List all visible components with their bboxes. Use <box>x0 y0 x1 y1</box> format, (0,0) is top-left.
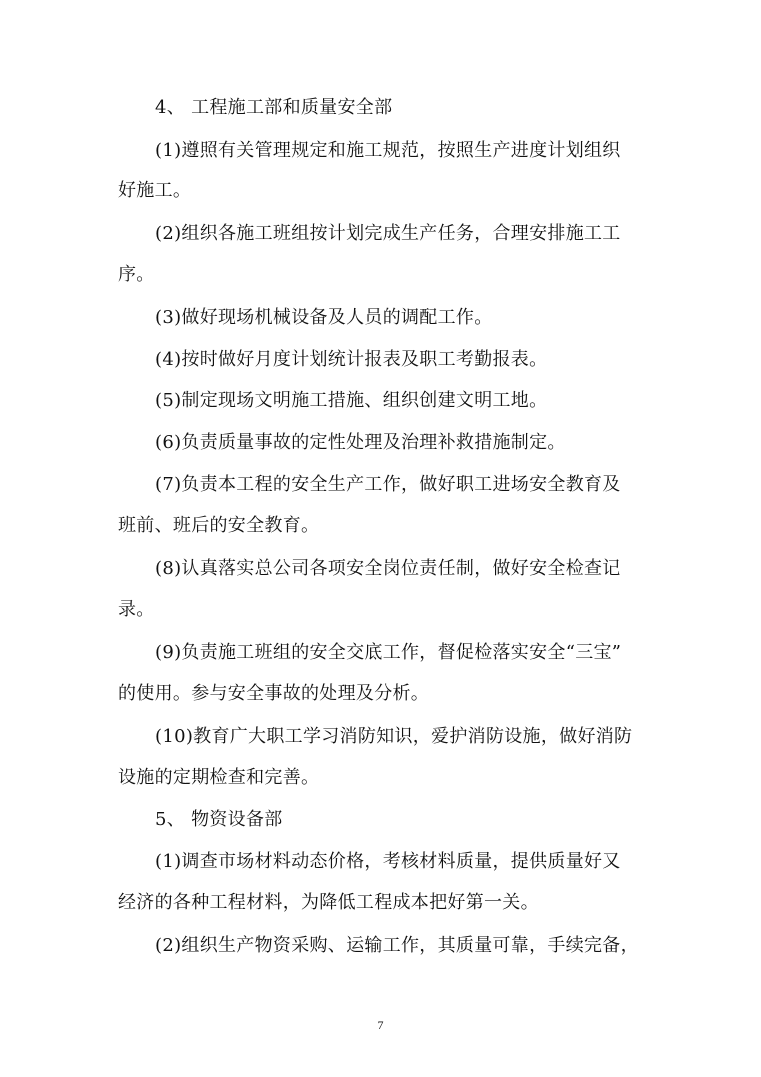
paragraph-line: (8)认真落实总公司各项安全岗位责任制，做好安全检查记 <box>155 558 621 579</box>
paragraph-line: 经济的各种工程材料，为降低工程成本把好第一关。 <box>118 892 539 913</box>
paragraph-line: 序。 <box>118 264 155 285</box>
paragraph-line: 好施工。 <box>118 180 192 201</box>
paragraph-line: 班前、班后的安全教育。 <box>118 515 320 536</box>
paragraph-line: (10)教育广大职工学习消防知识，爱护消防设施，做好消防 <box>155 726 633 747</box>
paragraph-line: (2)组织生产物资采购、运输工作，其质量可靠，手续完备， <box>155 935 639 956</box>
section-heading-construction-quality-safety: 4、 工程施工部和质量安全部 <box>155 97 393 118</box>
paragraph-line: (6)负责质量事故的定性处理及治理补救措施制定。 <box>155 432 566 453</box>
paragraph-line: (2)组织各施工班组按计划完成生产任务，合理安排施工工 <box>155 223 621 244</box>
page-number: 7 <box>377 1018 384 1032</box>
paragraph-line: (1)遵照有关管理规定和施工规范，按照生产进度计划组织 <box>155 140 621 161</box>
section-heading-materials-equipment: 5、 物资设备部 <box>155 809 283 830</box>
paragraph-line: 的使用。参与安全事故的处理及分析。 <box>118 683 430 704</box>
paragraph-line: (4)按时做好月度计划统计报表及职工考勤报表。 <box>155 349 548 370</box>
paragraph-line: 设施的定期检查和完善。 <box>118 767 320 788</box>
paragraph-line: (1)调查市场材料动态价格，考核材料质量，提供质量好又 <box>155 851 621 872</box>
paragraph-line: (9)负责施工班组的安全交底工作，督促检落实安全“三宝” <box>155 642 622 663</box>
paragraph-line: (7)负责本工程的安全生产工作，做好职工进场安全教育及 <box>155 474 621 495</box>
paragraph-line: (3)做好现场机械设备及人员的调配工作。 <box>155 307 493 328</box>
paragraph-line: 录。 <box>118 599 155 620</box>
paragraph-line: (5)制定现场文明施工措施、组织创建文明工地。 <box>155 390 548 411</box>
